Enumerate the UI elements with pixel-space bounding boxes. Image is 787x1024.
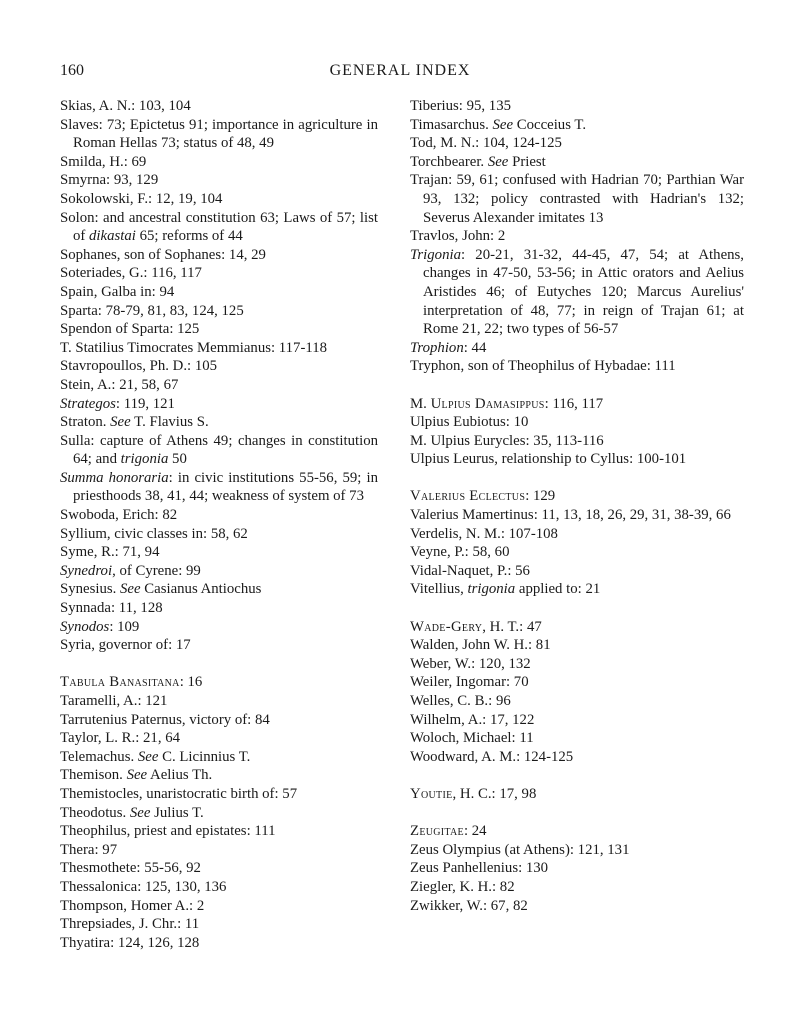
index-entry: Thyatira: 124, 126, 128 xyxy=(60,934,200,951)
index-entry: Woloch, Michael: 11 xyxy=(410,730,534,747)
section-gap xyxy=(60,655,378,674)
index-entry: Zeugitae: 24 xyxy=(410,823,487,840)
index-entry: Vidal-Naquet, P.: 56 xyxy=(410,562,530,579)
index-entry: Synedroi, of Cyrene: 99 xyxy=(60,562,201,579)
index-entry: Stein, A.: 21, 58, 67 xyxy=(60,376,179,393)
index-entry: Zeus Panhellenius: 130 xyxy=(410,860,549,877)
index-entry: Valerius Eclectus: 129 xyxy=(410,488,556,505)
index-entry: Tod, M. N.: 104, 124-125 xyxy=(410,135,562,152)
index-entry: Strategos: 119, 121 xyxy=(60,395,175,412)
running-title: GENERAL INDEX xyxy=(329,62,471,79)
index-entry: Soteriades, G.: 116, 117 xyxy=(60,265,202,282)
index-entry: Sophanes, son of Sophanes: 14, 29 xyxy=(60,246,266,263)
index-entry: T. Statilius Timocrates Memmianus: 117-118 xyxy=(60,339,328,356)
index-entry: Wilhelm, A.: 17, 122 xyxy=(410,711,535,728)
index-entry: Straton. See T. Flavius S. xyxy=(60,414,209,431)
index-entry: Taramelli, A.: 121 xyxy=(60,693,168,709)
section-gap xyxy=(410,804,744,823)
index-entry: Vitellius, trigonia applied to: 21 xyxy=(410,581,601,598)
page-header xyxy=(60,62,740,86)
index-entry: Skias, A. N.: 103, 104 xyxy=(60,98,191,114)
index-entry: Welles, C. B.: 96 xyxy=(410,693,511,709)
index-entry: Ziegler, K. H.: 82 xyxy=(410,878,515,895)
index-entry: Tiberius: 95, 135 xyxy=(410,98,511,114)
index-entry: Walden, John W. H.: 81 xyxy=(410,637,551,654)
index-entry: Synesius. See Casianus Antiochus xyxy=(60,581,262,598)
section-gap xyxy=(410,599,744,618)
index-entry: Threpsiades, J. Chr.: 11 xyxy=(60,916,200,933)
section-gap xyxy=(410,766,744,785)
index-entry: Tabula Banasitana: 16 xyxy=(60,674,203,691)
index-entry: Summa honoraria: in civic institutions 55-56, 59; in priesthoods 38, 41, 44; weakness of system of 73 xyxy=(60,469,378,505)
index-entry: Thesmothete: 55-56, 92 xyxy=(60,860,201,877)
index-entry: Trajan: 59, 61; confused with Hadrian 70; Parthian War 93, 132; policy contrasted with Hadrian's 132; Severus Alexander imitates 13 xyxy=(410,172,744,226)
index-entry: Ulpius Leurus, relationship to Cyllus: 100-101 xyxy=(410,451,687,468)
index-entry: Tarrutenius Paternus, victory of: 84 xyxy=(60,711,270,728)
index-entry: Travlos, John: 2 xyxy=(410,228,506,245)
index-entry: Themistocles, unaristocratic birth of: 57 xyxy=(60,785,298,802)
index-entry: Weiler, Ingomar: 70 xyxy=(410,674,529,691)
section-gap xyxy=(410,469,744,488)
index-entry: Sokolowski, F.: 12, 19, 104 xyxy=(60,190,223,207)
index-entry: Thompson, Homer A.: 2 xyxy=(60,897,205,914)
index-entry: Trophion: 44 xyxy=(410,339,487,356)
page-number: 160 xyxy=(60,62,84,79)
index-entry: Sparta: 78-79, 81, 83, 124, 125 xyxy=(60,302,244,319)
index-entry: Taylor, L. R.: 21, 64 xyxy=(60,730,181,747)
index-entry: Theophilus, priest and epistates: 111 xyxy=(60,823,276,840)
index-entry: Thessalonica: 125, 130, 136 xyxy=(60,878,227,895)
index-entry: Synodos: 109 xyxy=(60,618,140,635)
index-entry: Youtie, H. C.: 17, 98 xyxy=(410,785,537,802)
index-entry: Sulla: capture of Athens 49; changes in constitution 64; and trigonia 50 xyxy=(60,432,378,468)
index-entry: Themison. See Aelius Th. xyxy=(60,767,213,784)
index-entry: Timasarchus. See Cocceius T. xyxy=(410,116,587,133)
index-entry: Stavropoullos, Ph. D.: 105 xyxy=(60,358,218,375)
index-entry: Theodotus. See Julius T. xyxy=(60,804,204,821)
index-entry: Wade-Gery, H. T.: 47 xyxy=(410,618,542,635)
index-entry: Woodward, A. M.: 124-125 xyxy=(410,748,574,765)
index-entry: Swoboda, Erich: 82 xyxy=(60,507,178,524)
index-entry: Smyrna: 93, 129 xyxy=(60,172,159,189)
index-entry: Synnada: 11, 128 xyxy=(60,600,163,617)
index-entry: Torchbearer. See Priest xyxy=(410,153,546,170)
index-column-left xyxy=(60,97,378,952)
index-entry: Tryphon, son of Theophilus of Hybadae: 111 xyxy=(410,358,676,375)
index-entry: Ulpius Eubiotus: 10 xyxy=(410,414,529,431)
index-entry: Thera: 97 xyxy=(60,841,118,858)
section-gap xyxy=(410,376,744,395)
index-entry: M. Ulpius Damasippus: 116, 117 xyxy=(410,395,604,412)
index-entry: Veyne, P.: 58, 60 xyxy=(410,544,510,561)
index-entry: Zeus Olympius (at Athens): 121, 131 xyxy=(410,841,630,858)
index-entry: Slaves: 73; Epictetus 91; importance in agriculture in Roman Hellas 73; status of 48, 49 xyxy=(60,116,378,152)
index-entry: Syria, governor of: 17 xyxy=(60,637,191,654)
index-entry: Weber, W.: 120, 132 xyxy=(410,655,531,672)
index-entry: Verdelis, N. M.: 107-108 xyxy=(410,525,558,542)
index-entry: Spendon of Sparta: 125 xyxy=(60,321,200,338)
index-entry: Smilda, H.: 69 xyxy=(60,153,147,170)
index-entry: Valerius Mamertinus: 11, 13, 18, 26, 29, 31, 38-39, 66 xyxy=(410,507,731,524)
index-entry: Spain, Galba in: 94 xyxy=(60,283,175,300)
index-entry: Syllium, civic classes in: 58, 62 xyxy=(60,525,248,542)
index-entry: Telemachus. See C. Licinnius T. xyxy=(60,748,251,765)
index-entry: Trigonia: 20-21, 31-32, 44-45, 47, 54; at Athens, changes in 47-50, 53-56; in Attic orators and Aelius Aristides 46; of Eutyches 120; Marcus Aurelius' interpretation of 48, 77; in reign of Trajan 61; at Rome 21, 22; two types of 56-57 xyxy=(410,246,744,338)
index-entry: Syme, R.: 71, 94 xyxy=(60,544,160,561)
index-entry: Solon: and ancestral constitution 63; Laws of 57; list of dikastai 65; reforms of 44 xyxy=(60,209,378,245)
index-column-right xyxy=(410,97,744,915)
index-entry: Zwikker, W.: 67, 82 xyxy=(410,897,528,914)
index-entry: M. Ulpius Eurycles: 35, 113-116 xyxy=(410,432,604,449)
